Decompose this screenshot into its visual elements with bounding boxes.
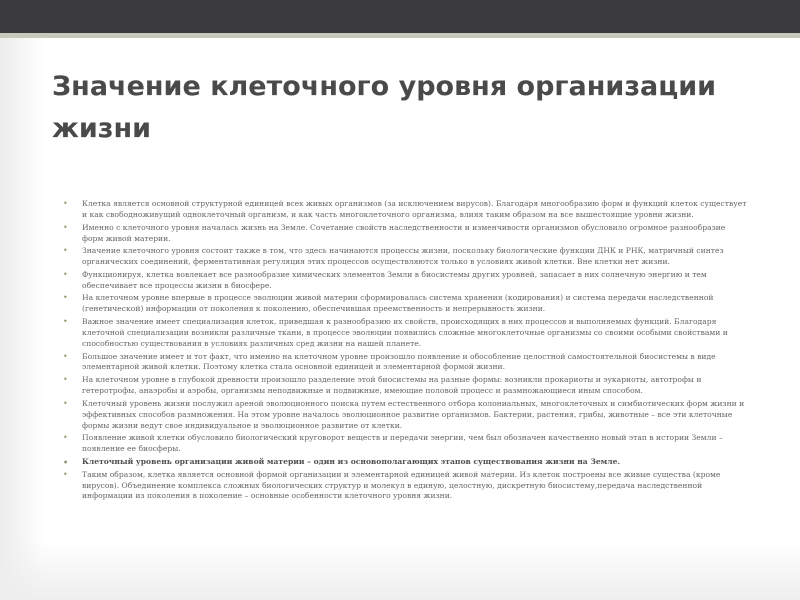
bullet-item: • Клеточный уровень жизни послужил ареной эволюционного поиска путем естественного отбора колониальных, многоклеточных и симбиотических форм жизни и эффективных способов размножения. На этом уровне началось эволюционное развитие организмов. Бактерии, растения, грибы, животные – все эти клеточные формы жизни ведут свое индивидуальное и эволюционное развитие от клетки. xyxy=(62,399,747,432)
top-bar xyxy=(0,0,800,33)
bullet-item: • Появление живой клетки обусловило биологический круговорот веществ и передачи энергии, чем был обозначен качественно новый этап в истории Земли – появление ее биосферы. xyxy=(62,433,747,455)
bullet-item: • Большое значение имеет и тот факт, что именно на клеточном уровне произошло появление и обособление целостной самостоятельной биосистемы в виде элементарной живой клетки. Поэтому клетка стала основной единицей и элементарной формой жизни. xyxy=(62,352,747,374)
slide-title: Значение клеточного уровня организации жизни xyxy=(52,71,717,144)
top-bar-stripe xyxy=(0,33,800,38)
left-shadow xyxy=(0,38,44,600)
bullet-item: • Важное значение имеет специализация клеток, приведшая к разнообразию их свойств, происходящих в них процессов и выполняемых функций. Благодаря клеточной специализации возникли различные ткани, в процессе эволюции появились сложные многоклеточные организмы со своими особыми свойствами и способностью существования в условиях различных сред жизни на нашей планете. xyxy=(62,317,747,350)
bullet-item: • На клеточном уровне в глубокой древности произошло разделение этой биосистемы на разные формы: возникли прокариоты и эукариоты, автотрофы и гетеротрофы, анаэробы и аэробы, организмы неподвижные и подвижные, имеющие половой процесс и размножающиеся иным способом. xyxy=(62,375,747,397)
bullet-item: • Клетка является основной структурной единицей всех живых организмов (за исключением вирусов). Благодаря многообразию форм и функций клеток существует и как свободноживущий одноклеточный организм, и как часть многоклеточного организма, влияя таким образом на все вышестоящие уровни жизни. xyxy=(62,199,747,221)
bullet-item: • Именно с клеточного уровня началась жизнь на Земле. Сочетание свойств наследственности и изменчивости организмов обусловило огромное разнообразие форм живой материи. xyxy=(62,223,747,245)
bullet-item: • Таким образом, клетка является основной формой организации и элементарной единицей живой материи. Из клеток построены все живые существа (кроме вирусов). Объединение комплекса сложных биологических структур и молекул в единую, целостную, дискретную биосистему,передача наследственной информации из поколения в поколение – основные особенности клеточного уровня жизни. xyxy=(62,470,747,503)
bullet-list xyxy=(62,199,747,504)
bullet-item: • На клеточном уровне впервые в процессе эволюции живой материи сформировалась система хранения (кодирования) и система передачи наследственной (генетической) информации от поколения к поколению, обеспечившая преемственность и непрерывность жизни. xyxy=(62,293,747,315)
bottom-shadow xyxy=(0,540,800,600)
bullet-item: • Функционируя, клетка вовлекает все разнообразие химических элементов Земли в биосистемы других уровней, запасает в них солнечную энергию и тем обеспечивает все процессы жизни в биосфере. xyxy=(62,270,747,292)
bullet-item-highlight: • Клеточный уровень организации живой материи – один из основополагающих этапов существования жизни на Земле. xyxy=(62,457,747,468)
bullet-item: • Значение клеточного уровня состоит также в том, что здесь начинаются процессы жизни, поскольку биологические функции ДНК и РНК, матричный синтез органических соединений, ферментативная регуляция этих процессов осуществляются только в условиях живой клетки. Вне клетки нет жизни. xyxy=(62,246,747,268)
